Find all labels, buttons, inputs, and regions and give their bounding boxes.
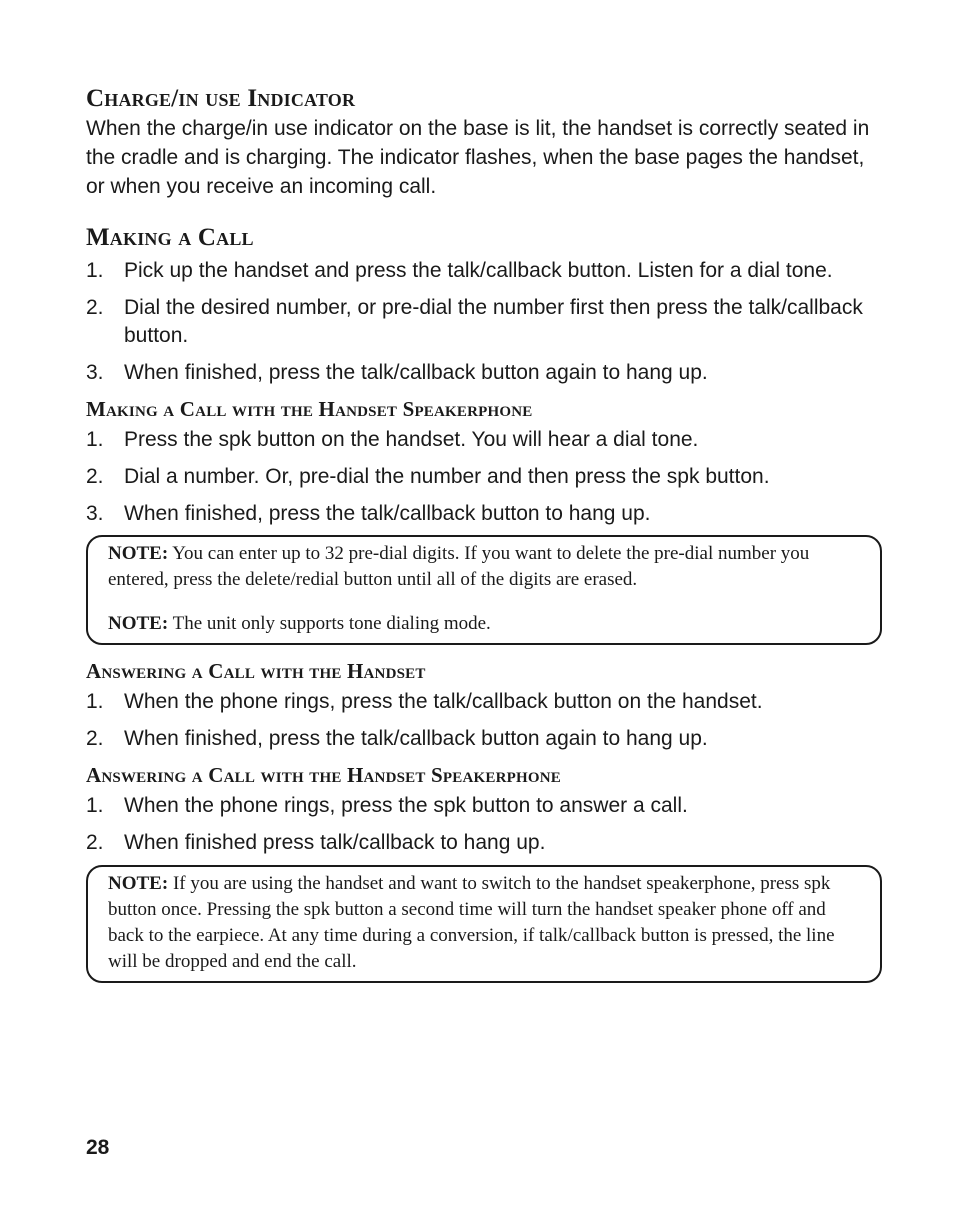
step-number: 2.	[86, 831, 104, 854]
making-call-steps	[86, 257, 876, 387]
step-text: When finished, press the talk/callback button to hang up.	[124, 502, 651, 525]
answering-call-speakerphone-steps	[86, 792, 876, 857]
step-number: 1.	[86, 259, 104, 282]
heading-making-call-speakerphone: Making a Call with the Handset Speakerphone	[86, 397, 533, 421]
step-text: When finished, press the talk/callback button again to hang up.	[124, 727, 708, 750]
step-number: 2.	[86, 296, 104, 319]
heading-making-a-call: Making a Call	[86, 224, 254, 251]
note-box-predial	[86, 535, 882, 645]
step-text: When finished press talk/callback to hang up.	[124, 831, 546, 854]
manual-page	[86, 84, 876, 983]
list-item	[86, 257, 876, 285]
note-text: You can enter up to 32 pre-dial digits. If you want to delete the pre-dial number you entered, press the delete/redial button until all of the digits are erased.	[108, 543, 810, 590]
list-item	[86, 359, 876, 387]
list-item	[86, 463, 876, 491]
page-number: 28	[86, 1136, 110, 1159]
step-number: 1.	[86, 690, 104, 713]
note-text: The unit only supports tone dialing mode.	[168, 613, 491, 634]
step-text: When the phone rings, press the spk button to answer a call.	[124, 794, 688, 817]
answering-call-steps	[86, 688, 876, 753]
note-text: If you are using the handset and want to switch to the handset speakerphone, press spk button once. Pressing the spk button a second time will turn the handset speaker phone off and back to the earpiece. At any time during a conversion, if talk/callback button is pressed, the line will be dropped and end the call.	[108, 873, 835, 972]
list-item	[86, 426, 876, 454]
step-number: 2.	[86, 727, 104, 750]
charge-indicator-text: When the charge/in use indicator on the base is lit, the handset is correctly seated in the cradle and is charging. The indicator flashes, when the base pages the handset, or when you receive an incoming call.	[86, 117, 870, 198]
note-tone-dialing	[108, 611, 866, 637]
list-item	[86, 792, 876, 820]
step-text: Pick up the handset and press the talk/callback button. Listen for a dial tone.	[124, 259, 833, 282]
heading-answering-call: Answering a Call with the Handset	[86, 659, 426, 683]
step-number: 3.	[86, 502, 104, 525]
step-number: 3.	[86, 361, 104, 384]
list-item	[86, 500, 876, 528]
step-text: When finished, press the talk/callback button again to hang up.	[124, 361, 708, 384]
heading-answering-call-speakerphone: Answering a Call with the Handset Speakerphone	[86, 763, 561, 787]
step-number: 2.	[86, 465, 104, 488]
note-label: NOTE:	[108, 543, 169, 564]
list-item	[86, 294, 876, 350]
note-speakerphone-switch	[108, 871, 866, 975]
list-item	[86, 688, 876, 716]
step-text: Dial the desired number, or pre-dial the number first then press the talk/callback button.	[124, 296, 863, 347]
list-item	[86, 725, 876, 753]
note-predial-digits	[108, 541, 866, 593]
step-text: Press the spk button on the handset. You will hear a dial tone.	[124, 428, 699, 451]
step-number: 1.	[86, 428, 104, 451]
note-box-speakerphone	[86, 865, 882, 983]
note-label: NOTE:	[108, 873, 169, 894]
step-text: When the phone rings, press the talk/callback button on the handset.	[124, 690, 763, 713]
making-call-speakerphone-steps	[86, 426, 876, 528]
step-number: 1.	[86, 794, 104, 817]
note-label: NOTE:	[108, 613, 169, 634]
list-item	[86, 829, 876, 857]
step-text: Dial a number. Or, pre-dial the number and then press the spk button.	[124, 465, 770, 488]
heading-charge-indicator: Charge/in use Indicator	[86, 85, 356, 112]
